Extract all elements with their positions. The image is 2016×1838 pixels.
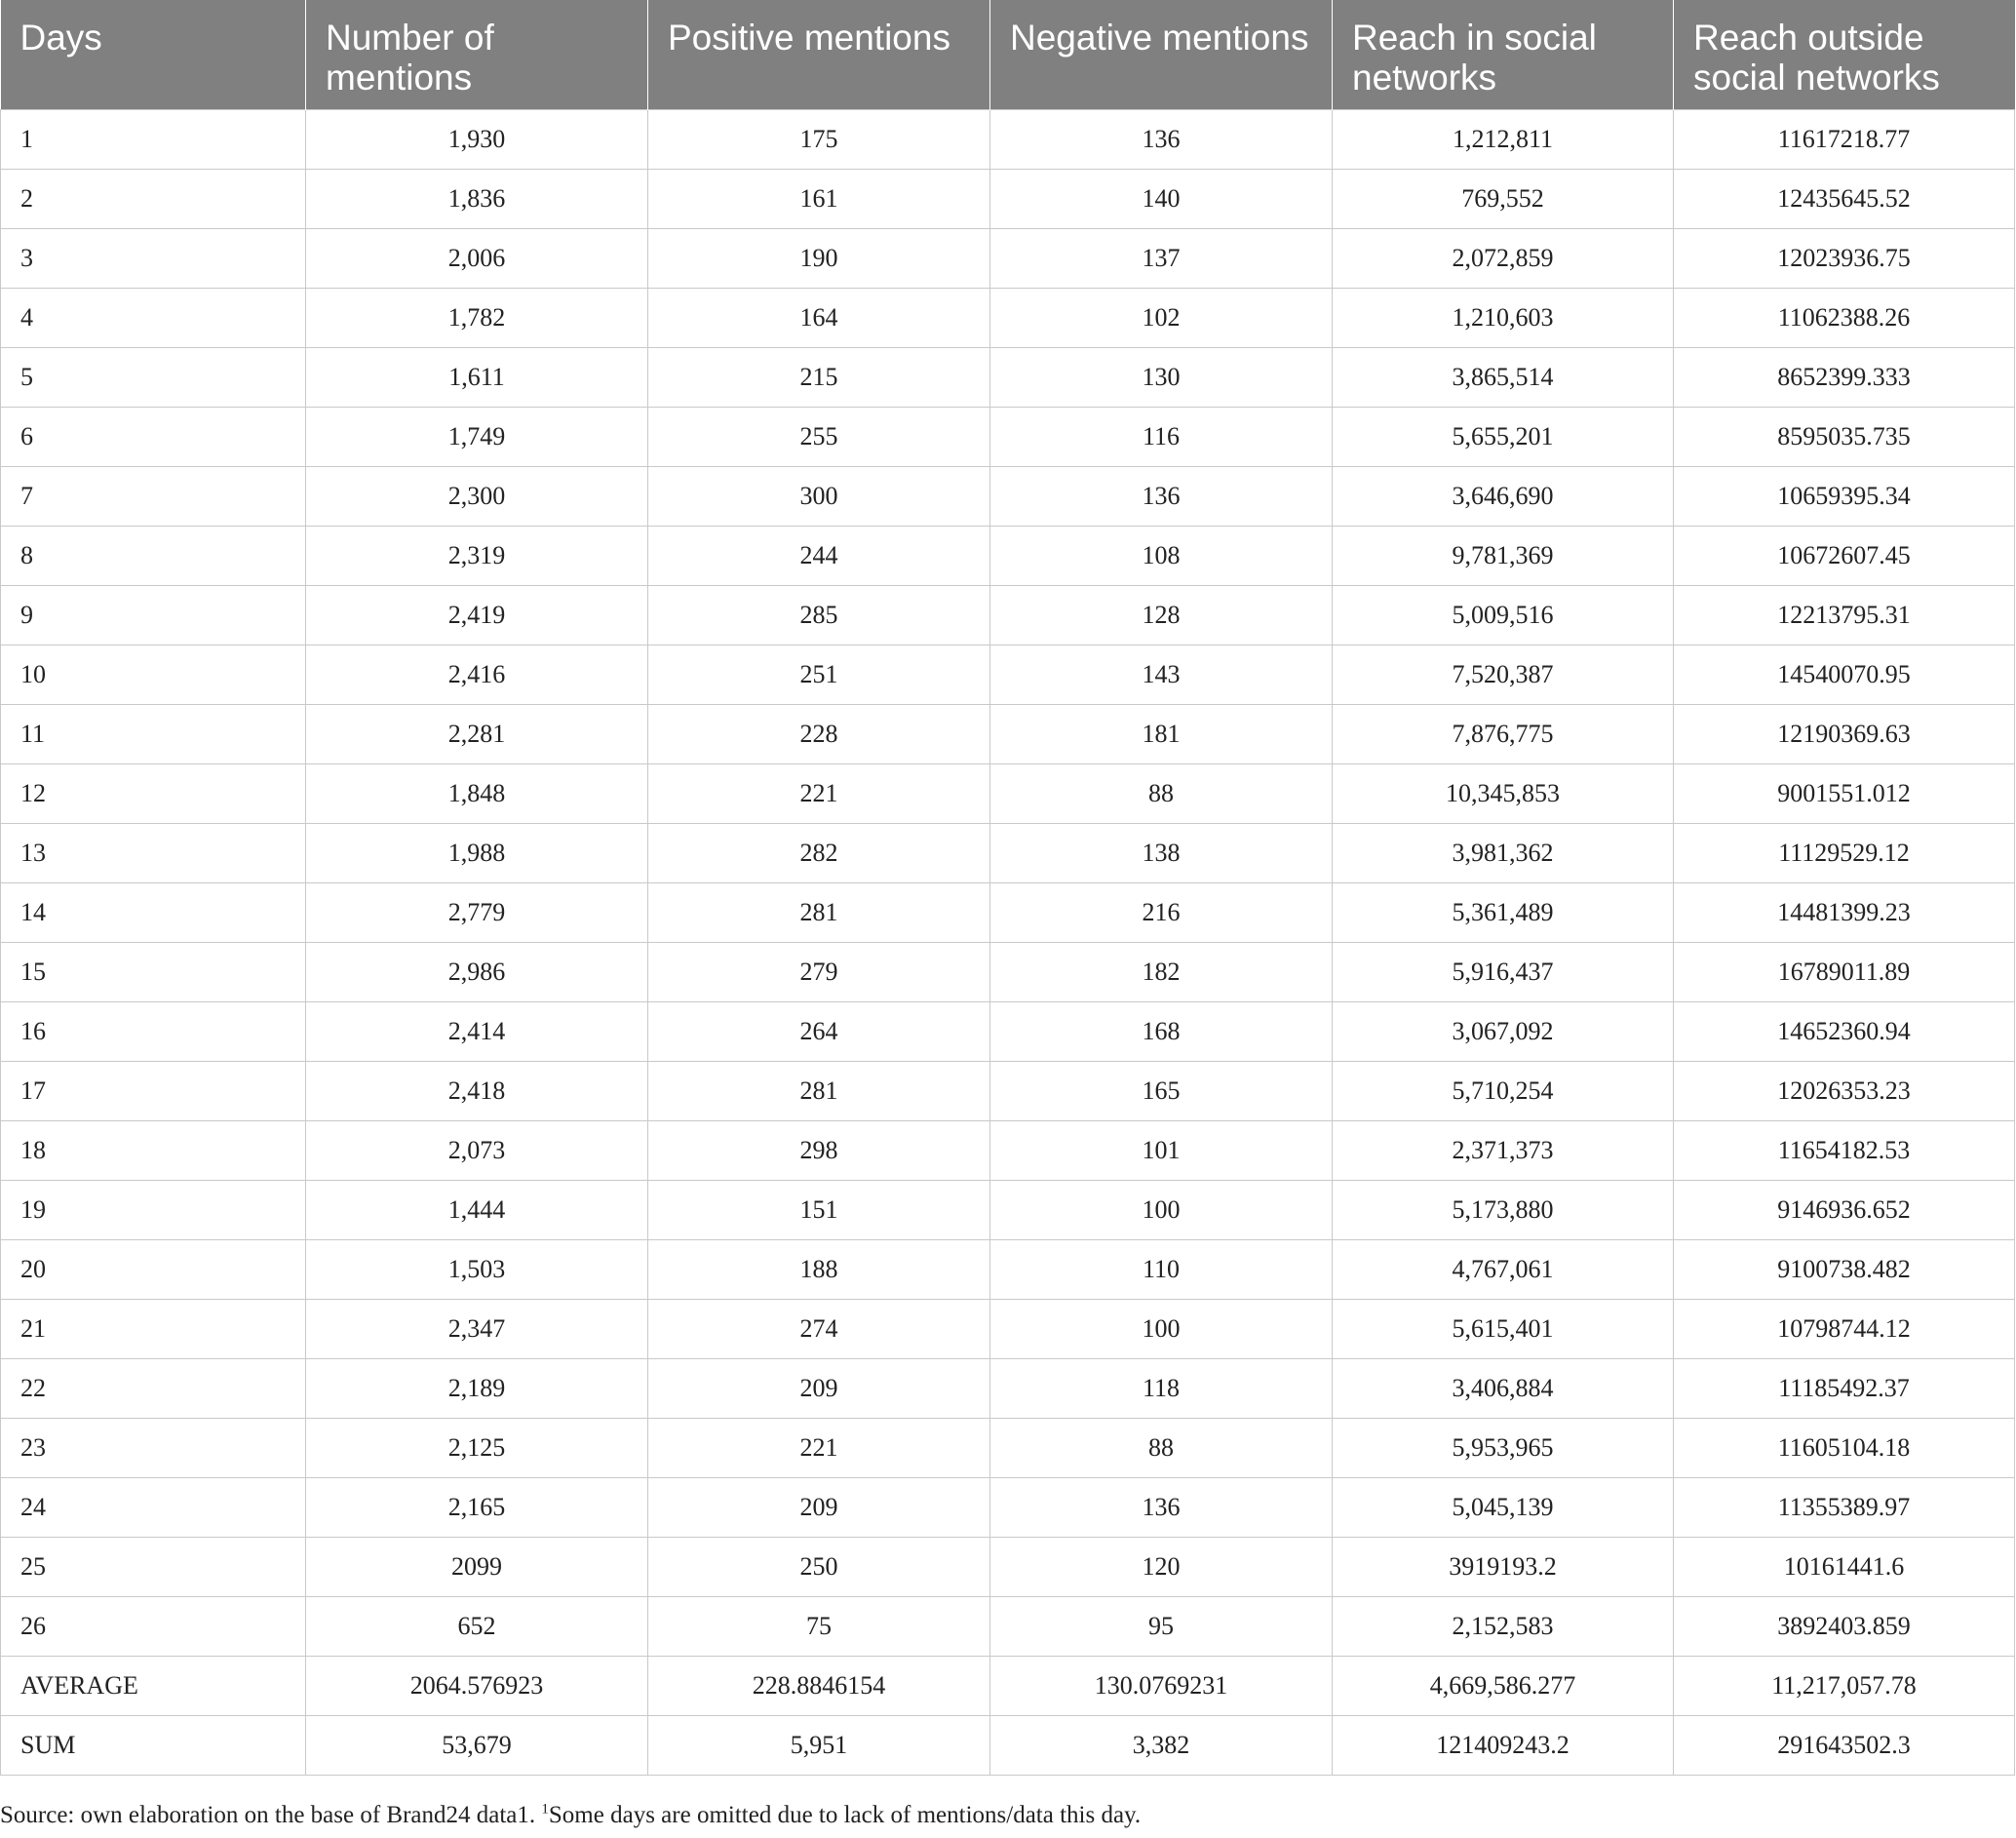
value-cell: 2,418 (306, 1062, 648, 1121)
table-row (1, 764, 2015, 824)
day-cell: 4 (1, 289, 306, 348)
value-cell: 14481399.23 (1674, 883, 2015, 943)
value-cell: 221 (648, 764, 990, 824)
value-cell: 2,371,373 (1333, 1121, 1674, 1181)
value-cell: 2,347 (306, 1300, 648, 1359)
value-cell: 2,072,859 (1333, 229, 1674, 289)
value-cell: 175 (648, 110, 990, 170)
value-cell: 274 (648, 1300, 990, 1359)
column-header: Days (1, 0, 306, 110)
value-cell: 209 (648, 1478, 990, 1538)
table-row (1, 1300, 2015, 1359)
value-cell: 88 (990, 1419, 1333, 1478)
value-cell: 75 (648, 1597, 990, 1657)
value-cell: 2,414 (306, 1002, 648, 1062)
value-cell: 182 (990, 943, 1333, 1002)
table-row (1, 1419, 2015, 1478)
value-cell: 2,319 (306, 527, 648, 586)
day-cell: 25 (1, 1538, 306, 1597)
table-row (1, 1716, 2015, 1776)
value-cell: 3,981,362 (1333, 824, 1674, 883)
column-header: Positive mentions (648, 0, 990, 110)
value-cell: 2,416 (306, 645, 648, 705)
value-cell: 228 (648, 705, 990, 764)
value-cell: 14540070.95 (1674, 645, 2015, 705)
value-cell: 216 (990, 883, 1333, 943)
value-cell: 11654182.53 (1674, 1121, 2015, 1181)
day-cell: 16 (1, 1002, 306, 1062)
table-row (1, 1121, 2015, 1181)
value-cell: 209 (648, 1359, 990, 1419)
value-cell: 1,611 (306, 348, 648, 408)
value-cell: 9001551.012 (1674, 764, 2015, 824)
table-row (1, 170, 2015, 229)
value-cell: 1,782 (306, 289, 648, 348)
value-cell: 164 (648, 289, 990, 348)
value-cell: 16789011.89 (1674, 943, 2015, 1002)
day-cell: 10 (1, 645, 306, 705)
value-cell: 53,679 (306, 1716, 648, 1776)
value-cell: 291643502.3 (1674, 1716, 2015, 1776)
value-cell: 136 (990, 110, 1333, 170)
day-cell: 5 (1, 348, 306, 408)
value-cell: 2,006 (306, 229, 648, 289)
value-cell: 116 (990, 408, 1333, 467)
day-cell: 6 (1, 408, 306, 467)
value-cell: 285 (648, 586, 990, 645)
value-cell: 5,173,880 (1333, 1181, 1674, 1240)
value-cell: 10659395.34 (1674, 467, 2015, 527)
value-cell: 12026353.23 (1674, 1062, 2015, 1121)
table-body (1, 110, 2015, 1776)
table-row (1, 824, 2015, 883)
value-cell: 281 (648, 1062, 990, 1121)
value-cell: 140 (990, 170, 1333, 229)
day-cell: 11 (1, 705, 306, 764)
day-cell: 7 (1, 467, 306, 527)
footnote-marker: 1 (541, 1801, 549, 1818)
value-cell: 11062388.26 (1674, 289, 2015, 348)
table-row (1, 1002, 2015, 1062)
value-cell: 5,045,139 (1333, 1478, 1674, 1538)
footnote-source: Source: own elaboration on the base of Brand24 data1. (0, 1802, 542, 1828)
value-cell: 264 (648, 1002, 990, 1062)
table-row (1, 467, 2015, 527)
table-footnote (0, 1802, 2016, 1829)
value-cell: 161 (648, 170, 990, 229)
value-cell: 10672607.45 (1674, 527, 2015, 586)
value-cell: 11617218.77 (1674, 110, 2015, 170)
value-cell: 4,767,061 (1333, 1240, 1674, 1300)
day-cell: 9 (1, 586, 306, 645)
day-cell: 14 (1, 883, 306, 943)
value-cell: 3,067,092 (1333, 1002, 1674, 1062)
value-cell: 128 (990, 586, 1333, 645)
value-cell: 1,848 (306, 764, 648, 824)
value-cell: 5,009,516 (1333, 586, 1674, 645)
day-cell: 13 (1, 824, 306, 883)
value-cell: 12190369.63 (1674, 705, 2015, 764)
value-cell: 137 (990, 229, 1333, 289)
value-cell: 8595035.735 (1674, 408, 2015, 467)
day-cell: 3 (1, 229, 306, 289)
table-row (1, 883, 2015, 943)
value-cell: 2,300 (306, 467, 648, 527)
value-cell: 130 (990, 348, 1333, 408)
value-cell: 143 (990, 645, 1333, 705)
value-cell: 95 (990, 1597, 1333, 1657)
value-cell: 2,152,583 (1333, 1597, 1674, 1657)
value-cell: 14652360.94 (1674, 1002, 2015, 1062)
value-cell: 3,865,514 (1333, 348, 1674, 408)
value-cell: 130.0769231 (990, 1657, 1333, 1716)
day-cell: 21 (1, 1300, 306, 1359)
value-cell: 10,345,853 (1333, 764, 1674, 824)
value-cell: 9,781,369 (1333, 527, 1674, 586)
value-cell: 118 (990, 1359, 1333, 1419)
header-row (1, 0, 2015, 110)
day-cell: 1 (1, 110, 306, 170)
day-cell: 22 (1, 1359, 306, 1419)
value-cell: 11185492.37 (1674, 1359, 2015, 1419)
table-row (1, 645, 2015, 705)
day-cell: 12 (1, 764, 306, 824)
value-cell: 2,986 (306, 943, 648, 1002)
table-row (1, 110, 2015, 170)
column-header: Negative mentions (990, 0, 1333, 110)
footnote-note: Some days are omitted due to lack of mentions/data this day. (548, 1802, 1142, 1828)
day-cell: 19 (1, 1181, 306, 1240)
table-row (1, 289, 2015, 348)
value-cell: 5,361,489 (1333, 883, 1674, 943)
table-row (1, 586, 2015, 645)
value-cell: 5,615,401 (1333, 1300, 1674, 1359)
value-cell: 100 (990, 1181, 1333, 1240)
table-row (1, 1597, 2015, 1657)
value-cell: 2099 (306, 1538, 648, 1597)
table-row (1, 348, 2015, 408)
day-cell: 18 (1, 1121, 306, 1181)
value-cell: 10161441.6 (1674, 1538, 2015, 1597)
value-cell: 2064.576923 (306, 1657, 648, 1716)
value-cell: 181 (990, 705, 1333, 764)
value-cell: 136 (990, 467, 1333, 527)
value-cell: 250 (648, 1538, 990, 1597)
table-row (1, 527, 2015, 586)
value-cell: 138 (990, 824, 1333, 883)
table-row (1, 1478, 2015, 1538)
value-cell: 1,930 (306, 110, 648, 170)
value-cell: 100 (990, 1300, 1333, 1359)
day-cell: SUM (1, 1716, 306, 1776)
value-cell: 652 (306, 1597, 648, 1657)
day-cell: 20 (1, 1240, 306, 1300)
value-cell: 1,749 (306, 408, 648, 467)
value-cell: 190 (648, 229, 990, 289)
value-cell: 7,520,387 (1333, 645, 1674, 705)
table-row (1, 1657, 2015, 1716)
value-cell: 251 (648, 645, 990, 705)
table-row (1, 1359, 2015, 1419)
table-row (1, 1181, 2015, 1240)
value-cell: 188 (648, 1240, 990, 1300)
value-cell: 1,988 (306, 824, 648, 883)
value-cell: 5,710,254 (1333, 1062, 1674, 1121)
table-row (1, 1240, 2015, 1300)
value-cell: 300 (648, 467, 990, 527)
value-cell: 215 (648, 348, 990, 408)
column-header: Reach in social networks (1333, 0, 1674, 110)
value-cell: 9100738.482 (1674, 1240, 2015, 1300)
value-cell: 2,281 (306, 705, 648, 764)
value-cell: 1,212,811 (1333, 110, 1674, 170)
value-cell: 298 (648, 1121, 990, 1181)
value-cell: 101 (990, 1121, 1333, 1181)
value-cell: 2,419 (306, 586, 648, 645)
value-cell: 221 (648, 1419, 990, 1478)
value-cell: 4,669,586.277 (1333, 1657, 1674, 1716)
value-cell: 1,444 (306, 1181, 648, 1240)
day-cell: 8 (1, 527, 306, 586)
value-cell: 121409243.2 (1333, 1716, 1674, 1776)
value-cell: 120 (990, 1538, 1333, 1597)
value-cell: 2,125 (306, 1419, 648, 1478)
value-cell: 12213795.31 (1674, 586, 2015, 645)
value-cell: 3,382 (990, 1716, 1333, 1776)
value-cell: 281 (648, 883, 990, 943)
value-cell: 5,951 (648, 1716, 990, 1776)
value-cell: 5,655,201 (1333, 408, 1674, 467)
value-cell: 12435645.52 (1674, 170, 2015, 229)
value-cell: 110 (990, 1240, 1333, 1300)
table-row (1, 1538, 2015, 1597)
value-cell: 244 (648, 527, 990, 586)
value-cell: 88 (990, 764, 1333, 824)
value-cell: 8652399.333 (1674, 348, 2015, 408)
day-cell: 17 (1, 1062, 306, 1121)
value-cell: 2,189 (306, 1359, 648, 1419)
table-row (1, 408, 2015, 467)
value-cell: 255 (648, 408, 990, 467)
value-cell: 228.8846154 (648, 1657, 990, 1716)
value-cell: 9146936.652 (1674, 1181, 2015, 1240)
day-cell: 15 (1, 943, 306, 1002)
table-row (1, 705, 2015, 764)
column-header: Number of mentions (306, 0, 648, 110)
value-cell: 108 (990, 527, 1333, 586)
value-cell: 3,406,884 (1333, 1359, 1674, 1419)
value-cell: 3892403.859 (1674, 1597, 2015, 1657)
table-row (1, 229, 2015, 289)
value-cell: 282 (648, 824, 990, 883)
day-cell: AVERAGE (1, 1657, 306, 1716)
value-cell: 3,646,690 (1333, 467, 1674, 527)
table-row (1, 1062, 2015, 1121)
value-cell: 10798744.12 (1674, 1300, 2015, 1359)
value-cell: 102 (990, 289, 1333, 348)
value-cell: 165 (990, 1062, 1333, 1121)
value-cell: 11605104.18 (1674, 1419, 2015, 1478)
value-cell: 1,503 (306, 1240, 648, 1300)
value-cell: 2,779 (306, 883, 648, 943)
value-cell: 168 (990, 1002, 1333, 1062)
value-cell: 279 (648, 943, 990, 1002)
table-row (1, 943, 2015, 1002)
value-cell: 1,836 (306, 170, 648, 229)
value-cell: 12023936.75 (1674, 229, 2015, 289)
value-cell: 1,210,603 (1333, 289, 1674, 348)
day-cell: 2 (1, 170, 306, 229)
value-cell: 136 (990, 1478, 1333, 1538)
value-cell: 5,916,437 (1333, 943, 1674, 1002)
day-cell: 23 (1, 1419, 306, 1478)
value-cell: 2,165 (306, 1478, 648, 1538)
value-cell: 151 (648, 1181, 990, 1240)
value-cell: 3919193.2 (1333, 1538, 1674, 1597)
value-cell: 7,876,775 (1333, 705, 1674, 764)
day-cell: 26 (1, 1597, 306, 1657)
column-header: Reach outside social networks (1674, 0, 2015, 110)
day-cell: 24 (1, 1478, 306, 1538)
value-cell: 2,073 (306, 1121, 648, 1181)
value-cell: 769,552 (1333, 170, 1674, 229)
value-cell: 5,953,965 (1333, 1419, 1674, 1478)
value-cell: 11129529.12 (1674, 824, 2015, 883)
value-cell: 11355389.97 (1674, 1478, 2015, 1538)
value-cell: 11,217,057.78 (1674, 1657, 2015, 1716)
